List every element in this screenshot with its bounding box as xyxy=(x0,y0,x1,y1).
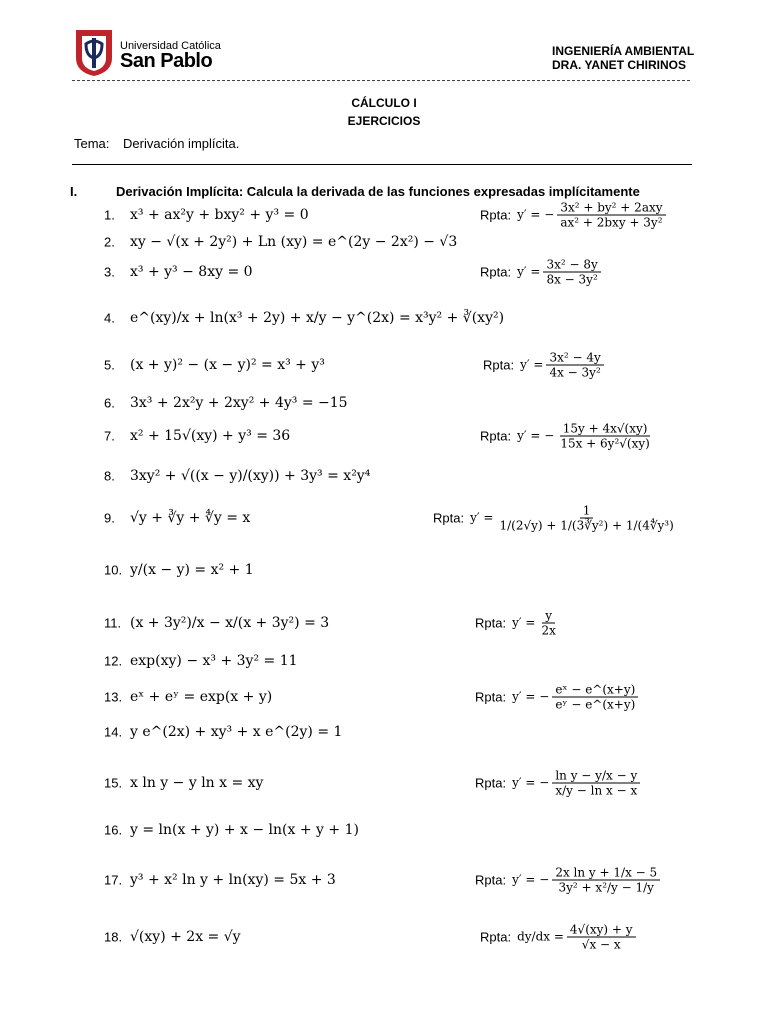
answer-label: Rpta: xyxy=(480,207,512,223)
answer xyxy=(480,201,666,230)
exercise-equation: y/(x − y) = x² + 1 xyxy=(130,562,254,578)
exercise-number: 10. xyxy=(104,562,123,578)
topic-line xyxy=(74,136,239,151)
answer xyxy=(480,923,636,952)
answer-numerator: 2x ln y + 1/x − 5 xyxy=(552,866,660,881)
exercise-number: 13. xyxy=(104,689,123,705)
answer-lhs: y′ = − xyxy=(512,775,550,790)
exercise-equation: y = ln(x + y) + x − ln(x + y + 1) xyxy=(130,822,359,838)
exercise-equation: xy − √(x + 2y²) + Ln (xy) = e^(2y − 2x²) − √3 xyxy=(130,234,458,250)
exercise-equation: eˣ + eʸ = exp(x + y) xyxy=(130,689,273,705)
answer xyxy=(480,258,601,287)
answer-expression xyxy=(517,422,653,451)
answer-label: Rpta: xyxy=(475,615,507,631)
exercise-number: 16. xyxy=(104,822,123,838)
answer-lhs: dy/dx = xyxy=(517,929,564,944)
answer-fraction xyxy=(567,923,636,952)
exercise-equation: 3x³ + 2x²y + 2xy² + 4y³ = −15 xyxy=(130,395,348,411)
answer-fraction xyxy=(552,866,660,895)
answer-lhs: y′ = − xyxy=(517,207,555,222)
program-name: INGENIERÍA AMBIENTAL xyxy=(552,44,695,58)
answer-expression xyxy=(517,923,635,952)
answer-denominator: 1/(2√y) + 1/(3∛y²) + 1/(4∜y³) xyxy=(499,518,674,533)
topic-label: Tema: xyxy=(74,136,110,151)
answer-label: Rpta: xyxy=(433,510,465,526)
answer-numerator: 1 xyxy=(580,504,594,519)
exercise-equation: x² + 15√(xy) + y³ = 36 xyxy=(130,428,291,444)
answer-fraction xyxy=(538,609,558,638)
header-divider xyxy=(72,80,690,81)
exercise-number: 15. xyxy=(104,775,123,791)
answer-expression xyxy=(517,258,601,287)
answer-denominator: 3y² + x²/y − 1/y xyxy=(558,880,654,895)
answer-denominator: x/y − ln x − x xyxy=(555,783,638,798)
exercise-number: 4. xyxy=(104,310,115,326)
answer-expression xyxy=(520,351,604,380)
exercise-number: 12. xyxy=(104,653,123,669)
teacher-name: DRA. YANET CHIRINOS xyxy=(552,58,687,72)
answer-lhs: y′ = xyxy=(520,357,544,372)
answer-expression xyxy=(470,504,677,533)
exercise-number: 2. xyxy=(104,234,115,250)
exercise-equation: x³ + y³ − 8xy = 0 xyxy=(130,264,253,280)
course-title: CÁLCULO I xyxy=(351,96,417,110)
university-crest-icon xyxy=(72,28,120,78)
answer-denominator: 4x − 3y² xyxy=(549,365,601,380)
answer-fraction xyxy=(552,769,640,798)
answer-denominator: eʸ − e^(x+y) xyxy=(555,697,636,712)
exercise-number: 17. xyxy=(104,872,123,888)
answer-denominator: ax² + 2bxy + 3y² xyxy=(560,215,663,230)
answer-expression xyxy=(512,866,660,895)
exercise-equation: exp(xy) − x³ + 3y² = 11 xyxy=(130,653,298,669)
answer-numerator: 4√(xy) + y xyxy=(567,923,636,938)
answer-expression xyxy=(512,609,559,638)
answer-numerator: ln y − y/x − y xyxy=(552,769,640,784)
answer-fraction xyxy=(496,504,676,533)
answer xyxy=(480,422,653,451)
answer-lhs: y′ = xyxy=(517,264,541,279)
answer-lhs: y′ = xyxy=(470,510,494,525)
answer-numerator: 3x² + by² + 2axy xyxy=(557,201,665,216)
exercise-equation: e^(xy)/x + ln(x³ + 2y) + x/y − y^(2x) = x³y² + ∛(xy²) xyxy=(130,310,505,326)
exercise-number: 5. xyxy=(104,357,115,373)
exercise-number: 6. xyxy=(104,395,115,411)
answer-label: Rpta: xyxy=(483,357,515,373)
answer-fraction xyxy=(557,201,665,230)
answer-fraction xyxy=(552,683,638,712)
exercise-equation: √y + ∛y + ∜y = x xyxy=(130,510,251,526)
answer-lhs: y′ = − xyxy=(512,872,550,887)
answer xyxy=(433,504,677,533)
answer-fraction xyxy=(557,422,653,451)
answer-expression xyxy=(517,201,665,230)
exercise-equation: y e^(2x) + xy³ + x e^(2y) = 1 xyxy=(130,724,343,740)
exercise-equation: (x + 3y²)/x − x/(x + 3y²) = 3 xyxy=(130,615,330,631)
exercise-number: 3. xyxy=(104,264,115,280)
answer xyxy=(475,609,559,638)
exercise-number: 9. xyxy=(104,510,115,526)
answer-expression xyxy=(512,769,640,798)
answer xyxy=(475,866,660,895)
answer xyxy=(475,769,640,798)
answer xyxy=(483,351,604,380)
answer-numerator: 15y + 4x√(xy) xyxy=(560,422,651,437)
exercise-number: 8. xyxy=(104,468,115,484)
exercise-equation: √(xy) + 2x = √y xyxy=(130,929,241,945)
section-heading: Derivación Implícita: Calcula la derivada de las funciones expresadas implícitamente xyxy=(116,184,640,199)
answer-label: Rpta: xyxy=(480,428,512,444)
exercise-equation: 3xy² + √((x − y)/(xy)) + 3y³ = x²y⁴ xyxy=(130,468,371,484)
exercise-equation: y³ + x² ln y + ln(xy) = 5x + 3 xyxy=(130,872,336,888)
answer-lhs: y′ = xyxy=(512,615,536,630)
exercise-equation: x ln y − y ln x = xy xyxy=(130,775,264,791)
exercise-number: 14. xyxy=(104,724,123,740)
answer-label: Rpta: xyxy=(475,775,507,791)
answer-numerator: 3x² − 8y xyxy=(543,258,600,273)
exercise-number: 1. xyxy=(104,207,115,223)
answer-label: Rpta: xyxy=(475,872,507,888)
answer-denominator: 15x + 6y²√(xy) xyxy=(560,436,650,451)
answer-numerator: 3x² − 4y xyxy=(546,351,603,366)
answer-label: Rpta: xyxy=(480,929,512,945)
answer-fraction xyxy=(543,258,600,287)
answer-label: Rpta: xyxy=(475,689,507,705)
answer-lhs: y′ = − xyxy=(512,689,550,704)
header-info xyxy=(552,44,694,72)
answer-label: Rpta: xyxy=(480,264,512,280)
answer xyxy=(475,683,638,712)
answer-denominator: 2x xyxy=(541,623,556,638)
answer-denominator: 8x − 3y² xyxy=(546,272,598,287)
university-name-line1: Universidad Católica xyxy=(120,40,221,52)
course-subtitle: EJERCICIOS xyxy=(347,114,421,128)
answer-numerator: y xyxy=(542,609,555,624)
exercise-equation: x³ + ax²y + bxy² + y³ = 0 xyxy=(130,207,309,223)
exercise-number: 7. xyxy=(104,428,115,444)
exercise-equation: (x + y)² − (x − y)² = x³ + y³ xyxy=(130,357,325,373)
topic-divider xyxy=(72,164,692,165)
topic-value: Derivación implícita. xyxy=(123,136,240,151)
section-number: I. xyxy=(70,184,78,199)
exercise-number: 18. xyxy=(104,929,123,945)
answer-expression xyxy=(512,683,638,712)
answer-fraction xyxy=(546,351,603,380)
answer-denominator: √x − x xyxy=(581,937,621,952)
exercise-number: 11. xyxy=(104,615,122,631)
answer-lhs: y′ = − xyxy=(517,428,555,443)
answer-numerator: eˣ − e^(x+y) xyxy=(552,683,638,698)
university-name-line2: San Pablo xyxy=(120,50,213,72)
